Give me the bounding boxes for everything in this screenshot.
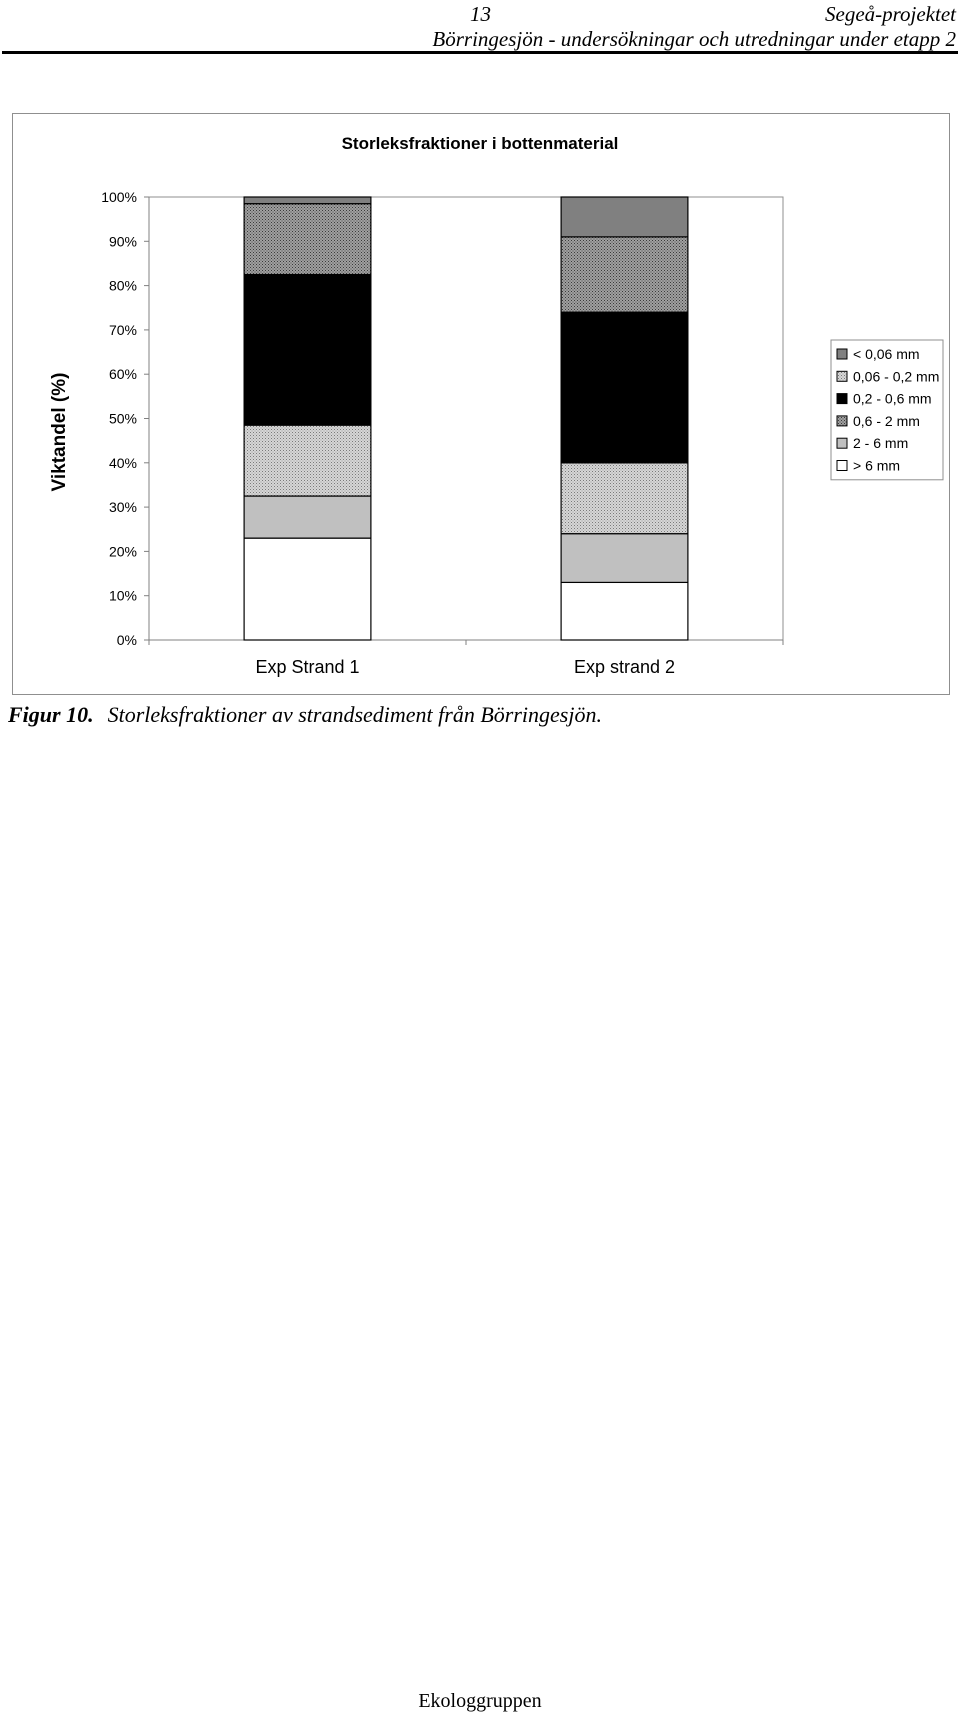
plot-area bbox=[101, 189, 783, 677]
y-tick-label: 80% bbox=[108, 277, 137, 294]
y-tick-label: 50% bbox=[108, 410, 137, 427]
y-tick-label: 90% bbox=[108, 233, 137, 250]
y-tick-label: 10% bbox=[108, 587, 137, 604]
bar-segment bbox=[561, 197, 688, 237]
legend-swatch bbox=[837, 349, 847, 359]
legend-swatch bbox=[837, 416, 847, 426]
bar-segment bbox=[244, 538, 371, 640]
legend-label: 0,2 - 0,6 mm bbox=[853, 390, 932, 407]
bar-segment bbox=[244, 204, 371, 275]
y-tick-label: 100% bbox=[101, 189, 137, 205]
bar-segment bbox=[244, 425, 371, 496]
bar-segment bbox=[561, 534, 688, 583]
legend-swatch bbox=[837, 438, 847, 448]
bar-segment bbox=[561, 237, 688, 312]
legend-swatch bbox=[837, 394, 847, 404]
legend-label: 0,06 - 0,2 mm bbox=[853, 368, 940, 385]
y-tick-label: 70% bbox=[108, 321, 137, 338]
y-tick-label: 30% bbox=[108, 499, 137, 516]
x-category-label: Exp Strand 1 bbox=[255, 657, 360, 677]
y-tick-label: 0% bbox=[116, 632, 137, 648]
page-footer: Ekologgruppen bbox=[418, 1690, 542, 1712]
chart-title: Storleksfraktioner i bottenmaterial bbox=[341, 134, 619, 153]
bar-segment bbox=[561, 582, 688, 640]
bar-segment bbox=[561, 312, 688, 463]
y-axis-label: Viktandel (%) bbox=[49, 372, 70, 492]
bar-segment bbox=[244, 496, 371, 538]
legend-label: 2 - 6 mm bbox=[853, 435, 909, 452]
page-header bbox=[0, 0, 960, 56]
legend-swatch bbox=[837, 461, 847, 471]
legend-label: 0,6 - 2 mm bbox=[853, 412, 920, 429]
report-title: Börringesjön - undersökningar och utredningar under etapp 2 bbox=[432, 27, 956, 51]
legend bbox=[831, 340, 943, 480]
x-category-label: Exp strand 2 bbox=[573, 657, 676, 677]
figure-number: Figur 10. bbox=[8, 702, 94, 727]
page-number: 13 bbox=[470, 2, 491, 26]
chart-frame bbox=[12, 113, 950, 695]
bar-segment bbox=[561, 463, 688, 534]
y-tick-label: 60% bbox=[108, 366, 137, 383]
figure-caption bbox=[8, 702, 602, 728]
project-name: Segeå-projektet bbox=[825, 2, 956, 26]
y-tick-label: 40% bbox=[108, 454, 137, 471]
figure-caption-text: Storleksfraktioner av strandsediment från Börringesjön. bbox=[107, 702, 602, 727]
header-rule bbox=[2, 51, 958, 54]
legend-swatch bbox=[837, 371, 847, 381]
y-tick-label: 20% bbox=[108, 543, 137, 560]
bar-segment bbox=[244, 197, 371, 204]
bar-segment bbox=[244, 275, 371, 426]
legend-label: > 6 mm bbox=[853, 457, 901, 474]
legend-label: < 0,06 mm bbox=[853, 346, 920, 362]
stacked-bar-chart bbox=[13, 114, 949, 694]
